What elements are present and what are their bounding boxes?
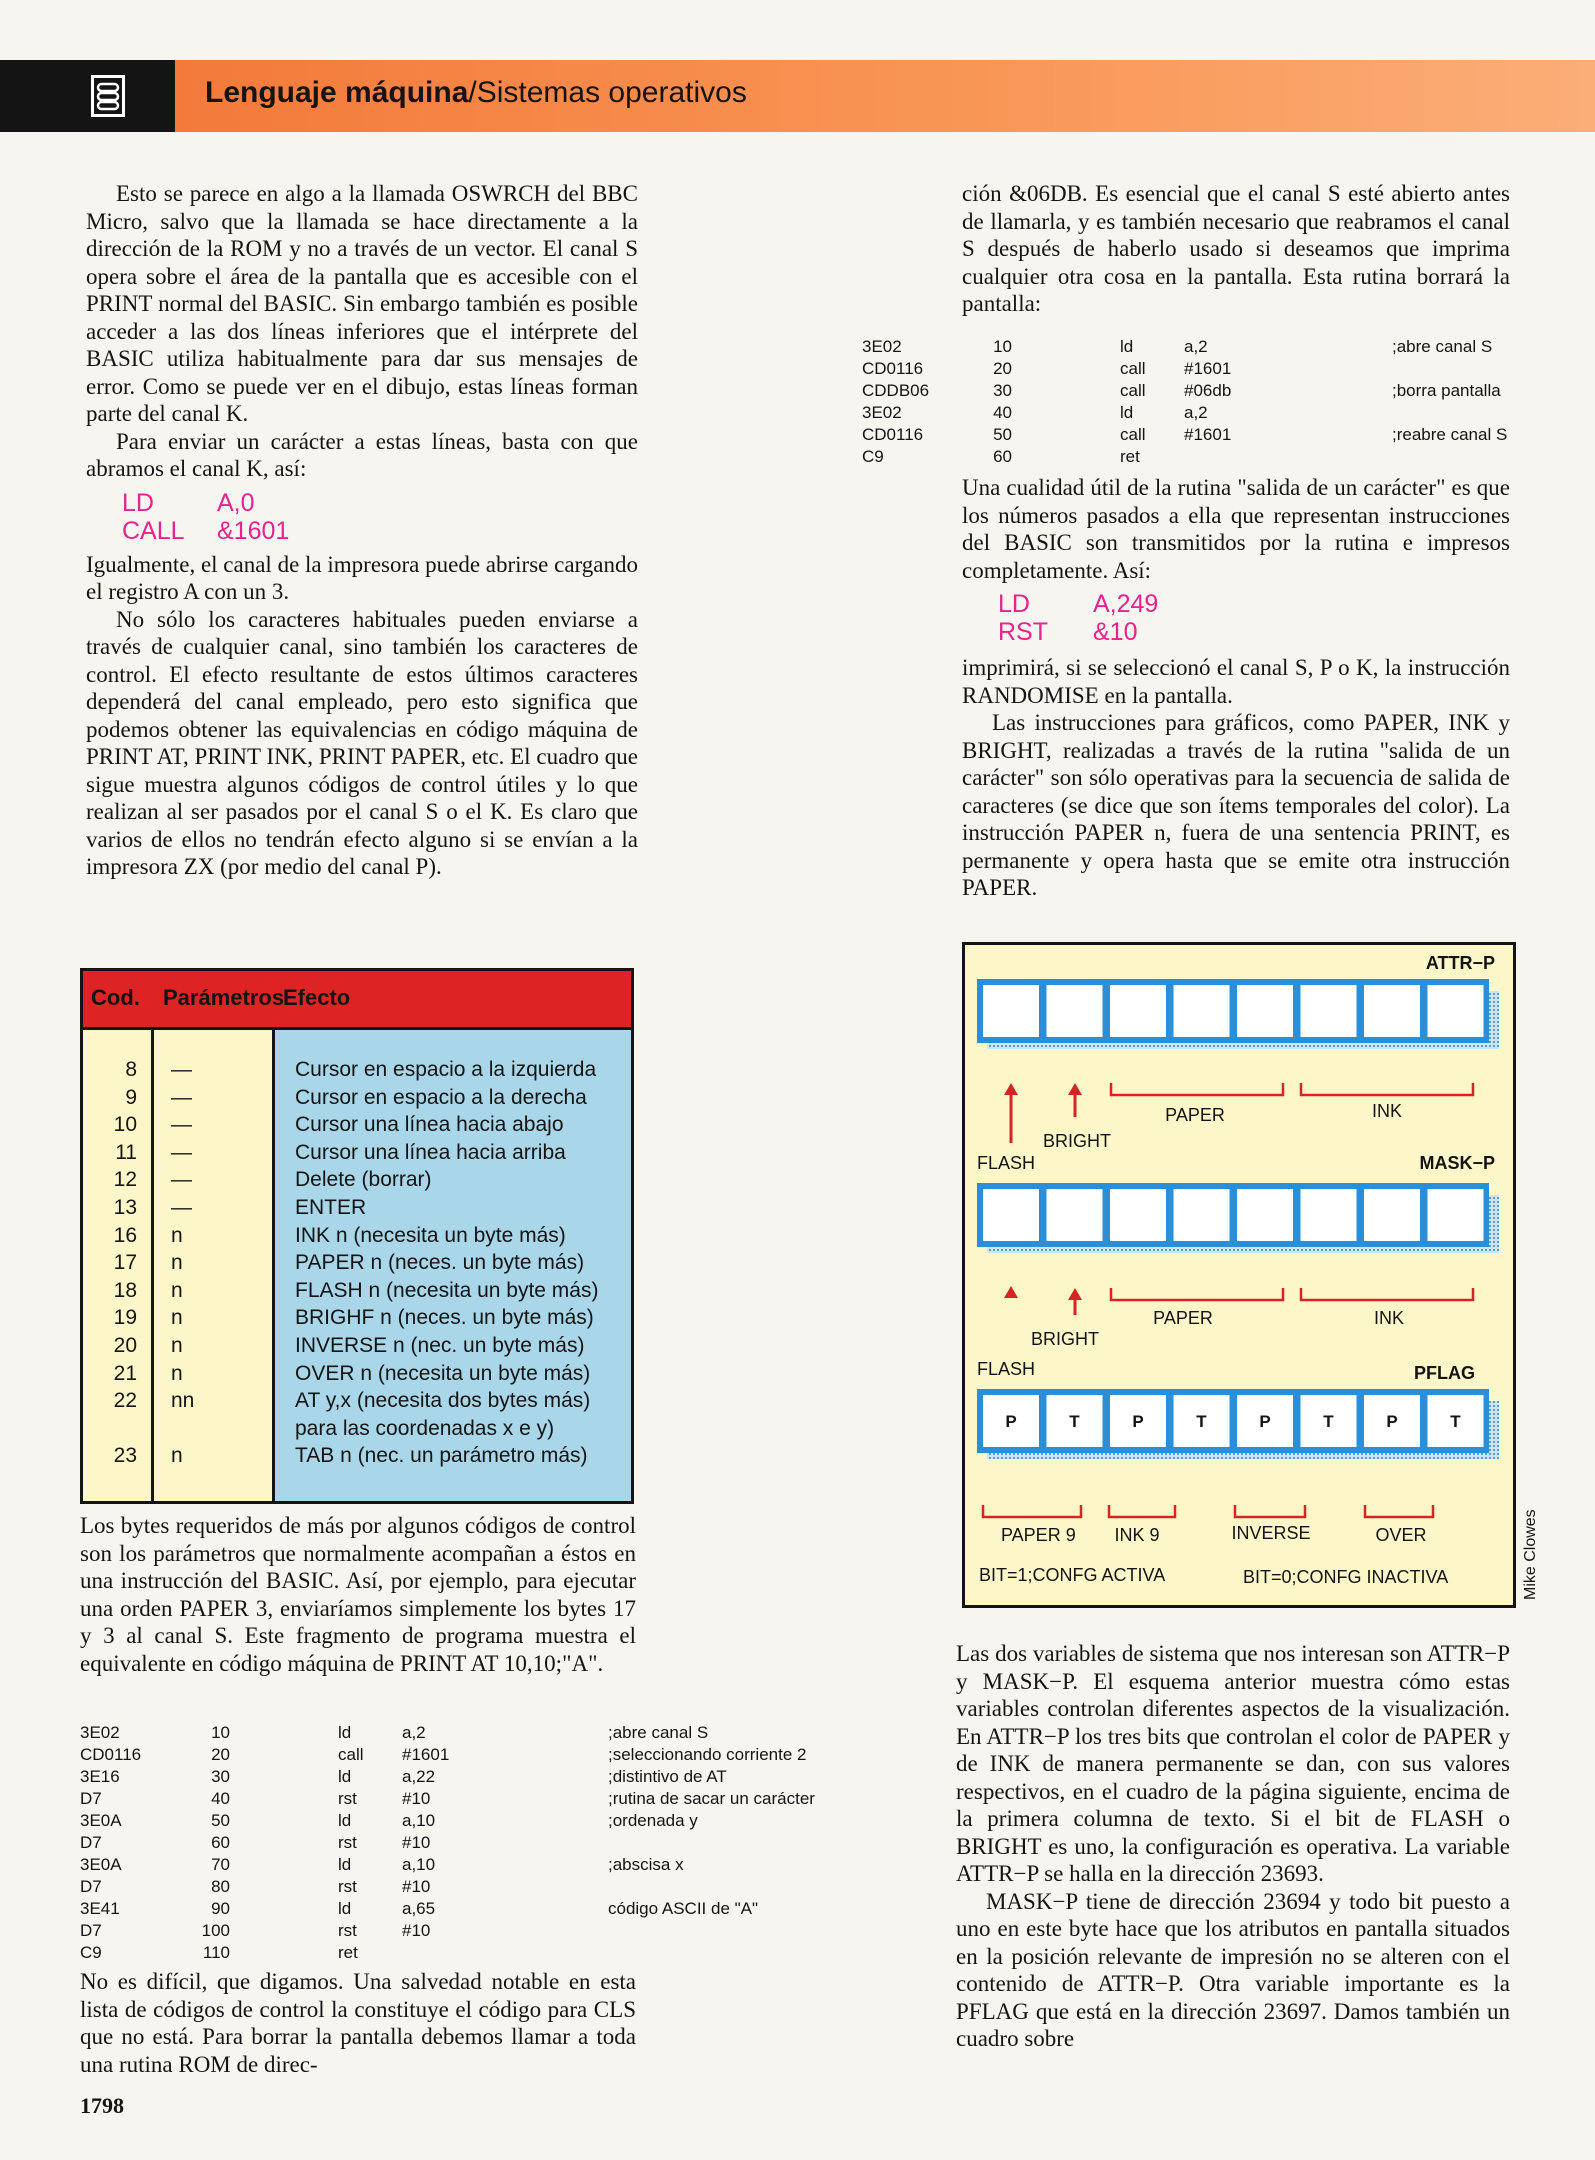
listing-operand: #10 bbox=[402, 1921, 431, 1940]
listing-row bbox=[80, 1942, 680, 1964]
listing-hex: 3E0A bbox=[80, 1811, 122, 1830]
ink-label-1: INK bbox=[1371, 1101, 1403, 1121]
disk-icon bbox=[90, 74, 126, 118]
row-code: 19 bbox=[113, 1306, 137, 1330]
listing-row bbox=[80, 1766, 727, 1788]
listing-comment: ;abre canal S bbox=[1392, 337, 1493, 356]
table-row bbox=[83, 1415, 631, 1443]
bit-cell bbox=[1364, 985, 1420, 1037]
row-param: n bbox=[171, 1333, 183, 1357]
listing-row bbox=[862, 358, 1512, 380]
row-effect: Delete (borrar) bbox=[295, 1168, 432, 1192]
listing-line-number: 40 bbox=[993, 403, 1012, 422]
left-paragraph-1: Esto se parece en algo a la llamada OSWRCH del BBC Micro, salvo que la llamada se hace directamente a la dirección de la ROM y no a través de un vector. El canal S opera sobre el área de la pantalla que es accesible con el PRINT normal del BASIC. Sin embargo también es posible acceder a las dos líneas inferiores que el intérprete del BASIC utiliza habitualmente para dar sus mensajes de error. Como se puede ver en el dibujo, estas líneas forman parte del canal K. bbox=[86, 181, 638, 426]
row-effect: BRIGHF n (neces. un byte más) bbox=[295, 1306, 594, 1330]
header-cod: Cod. bbox=[91, 985, 140, 1010]
listing-line-number: 60 bbox=[993, 447, 1012, 466]
row-param: n bbox=[171, 1361, 183, 1385]
row-effect: PAPER n (neces. un byte más) bbox=[295, 1251, 585, 1275]
bit-label: P bbox=[1132, 1412, 1144, 1431]
left-column-top bbox=[86, 180, 638, 881]
listing-hex: 3E02 bbox=[80, 1723, 120, 1742]
listing-row bbox=[80, 1722, 709, 1744]
row-effect: TAB n (nec. un parámetro más) bbox=[295, 1444, 588, 1468]
bright-arrow-1-head bbox=[1068, 1083, 1082, 1095]
row-code: 23 bbox=[113, 1444, 137, 1468]
listing-row bbox=[80, 1810, 698, 1832]
pflag-title: PFLAG bbox=[1414, 1363, 1475, 1383]
listing-opcode: rst bbox=[338, 1833, 357, 1852]
row-effect: Cursor en espacio a la izquierda bbox=[295, 1058, 597, 1081]
bit-cell bbox=[1364, 1189, 1420, 1241]
listing-hex: 3E0A bbox=[80, 1855, 122, 1874]
listing-line-number: 30 bbox=[211, 1767, 230, 1786]
control-codes-table bbox=[80, 968, 634, 1504]
code-arg: &10 bbox=[1093, 618, 1138, 646]
paper-bracket-2 bbox=[1111, 1288, 1283, 1300]
left-paragraph-6: No es difícil, que digamos. Una salvedad notable en esta lista de códigos de control la constituye el código para CLS que no está. Para borrar la pantalla debemos llamar a toda una rutina ROM de direc- bbox=[80, 1969, 636, 2077]
paper9-bracket bbox=[983, 1505, 1081, 1517]
illustrator-credit: Mike Clowes bbox=[1522, 1509, 1539, 1600]
listing-operand: #10 bbox=[402, 1833, 431, 1852]
row-effect: Cursor una línea hacia abajo bbox=[295, 1113, 564, 1137]
code-listing-1 bbox=[80, 1722, 815, 1964]
attr-p-title: ATTR−P bbox=[1425, 953, 1495, 973]
bit-cell bbox=[1174, 985, 1230, 1037]
header-title-rest: /Sistemas operativos bbox=[468, 76, 747, 109]
row-param: n bbox=[171, 1444, 183, 1468]
listing-operand: #1601 bbox=[402, 1745, 450, 1764]
bit-label: T bbox=[1069, 1412, 1080, 1431]
bit-cell bbox=[1047, 1189, 1103, 1241]
row-param: — bbox=[171, 1195, 192, 1219]
listing-hex: CD0116 bbox=[862, 359, 924, 378]
row-code: 17 bbox=[113, 1251, 137, 1275]
row-param: — bbox=[171, 1085, 192, 1109]
listing-row bbox=[80, 1744, 807, 1766]
flash-arrow-1-head bbox=[1004, 1083, 1018, 1095]
header-title-bold: Lenguaje máquina bbox=[205, 76, 469, 109]
header-parametros: Parámetros bbox=[163, 985, 285, 1010]
row-param: n bbox=[171, 1223, 183, 1247]
paper9-label: PAPER 9 bbox=[1001, 1525, 1076, 1545]
listing-row bbox=[80, 1854, 684, 1876]
table-row bbox=[83, 1056, 631, 1084]
listing-row bbox=[80, 1832, 680, 1854]
row-param: — bbox=[171, 1113, 192, 1137]
row-effect: ENTER bbox=[295, 1195, 367, 1219]
row-effect: INK n (necesita un byte más) bbox=[295, 1223, 566, 1247]
listing-line-number: 10 bbox=[993, 337, 1012, 356]
listing-operand: a,65 bbox=[402, 1899, 436, 1918]
left-column-end bbox=[80, 1968, 636, 2078]
code-snippet-2 bbox=[998, 590, 1510, 646]
table-row bbox=[83, 1249, 631, 1277]
code-op: RST bbox=[998, 618, 1048, 646]
row-effect: OVER n (necesita un byte más) bbox=[295, 1361, 591, 1385]
over-label: OVER bbox=[1375, 1525, 1427, 1545]
bit-label: P bbox=[1005, 1412, 1017, 1431]
code-arg: A,249 bbox=[1093, 590, 1159, 618]
code-snippet-1 bbox=[122, 489, 638, 545]
table-row bbox=[83, 1332, 631, 1360]
listing-row bbox=[862, 380, 1512, 402]
row-code: 9 bbox=[125, 1085, 137, 1109]
listing-opcode: ld bbox=[338, 1811, 352, 1830]
listing-operand: #1601 bbox=[1184, 425, 1232, 444]
row-code: 12 bbox=[113, 1168, 137, 1192]
header-efecto: Efecto bbox=[283, 985, 351, 1010]
row-effect: Cursor una línea hacia arriba bbox=[295, 1140, 566, 1164]
row-code: 13 bbox=[113, 1195, 137, 1219]
table-row bbox=[83, 1166, 631, 1194]
page-number: 1798 bbox=[80, 2093, 124, 2118]
bright-label-2: BRIGHT bbox=[1031, 1329, 1100, 1349]
left-column-bottom bbox=[80, 1512, 636, 1677]
listing-line-number: 70 bbox=[211, 1855, 230, 1874]
listing-opcode: ld bbox=[1120, 403, 1134, 422]
row-param: nn bbox=[171, 1389, 195, 1413]
listing-comment: código ASCII de "A" bbox=[608, 1899, 759, 1918]
listing-operand: a,2 bbox=[1184, 337, 1208, 356]
table-row bbox=[83, 1304, 631, 1332]
listing-hex: D7 bbox=[80, 1833, 102, 1852]
page-header bbox=[0, 60, 1595, 132]
listing-hex: D7 bbox=[80, 1789, 102, 1808]
listing-row bbox=[862, 402, 1512, 424]
ink9-bracket bbox=[1109, 1505, 1175, 1517]
bit-label: P bbox=[1259, 1412, 1271, 1431]
right-column-middle bbox=[962, 474, 1510, 902]
paper-label-2: PAPER bbox=[1153, 1308, 1213, 1328]
bit-cell bbox=[1047, 985, 1103, 1037]
left-paragraph-2: Para enviar un carácter a estas líneas, basta con que abramos el canal K, así: bbox=[86, 428, 638, 481]
listing-hex: 3E41 bbox=[80, 1899, 120, 1918]
listing-opcode: call bbox=[1120, 425, 1146, 444]
left-paragraph-3: Igualmente, el canal de la impresora puede abrirse cargando el registro A con un 3. bbox=[86, 551, 638, 604]
right-column-bottom bbox=[956, 1640, 1510, 2053]
right-paragraph-1: ción &06DB. Es esencial que el canal S esté abierto antes de llamarla, y es también necesario que reabramos el canal S después de haberlo usado si deseamos que imprima cualquier otra cosa en la pantalla. Esta rutina borrará la pantalla: bbox=[962, 181, 1510, 316]
listing-hex: C9 bbox=[862, 447, 884, 466]
listing-hex: D7 bbox=[80, 1877, 102, 1896]
listing-opcode: call bbox=[338, 1745, 364, 1764]
row-code: 8 bbox=[125, 1058, 137, 1081]
row-code: 21 bbox=[113, 1361, 137, 1385]
bit-cell bbox=[1428, 1189, 1484, 1241]
row-effect: Cursor en espacio a la derecha bbox=[295, 1085, 587, 1109]
row-effect: FLASH n (necesita un byte más) bbox=[295, 1278, 599, 1302]
listing-row bbox=[80, 1788, 815, 1810]
right-paragraph-3: imprimirá, si se seleccionó el canal S, P o K, la instrucción RANDOMISE en la pantalla. bbox=[962, 655, 1510, 708]
bright-label-1: BRIGHT bbox=[1043, 1131, 1112, 1151]
row-param: — bbox=[171, 1140, 192, 1164]
listing-line-number: 100 bbox=[201, 1921, 230, 1940]
listing-line-number: 20 bbox=[211, 1745, 230, 1764]
right-paragraph-6: MASK−P tiene de dirección 23694 y todo bit puesto a uno en este byte hace que los atributos en pantalla situados en la posición relevante de impresión no se alteren con el contenido de ATTR−P. Otra variable importante es la PFLAG que está en la dirección 23697. Damos también un cuadro sobre bbox=[956, 1888, 1510, 2051]
ink-label-2: INK bbox=[1373, 1308, 1405, 1328]
table-row bbox=[83, 1084, 631, 1112]
bit-label: T bbox=[1196, 1412, 1207, 1431]
listing-row bbox=[80, 1876, 680, 1898]
flash-label-1: FLASH bbox=[977, 1153, 1036, 1173]
listing-line-number: 50 bbox=[993, 425, 1012, 444]
listing-hex: CDDB06 bbox=[862, 381, 930, 400]
listing-comment: ;ordenada y bbox=[608, 1811, 698, 1830]
listing-hex: 3E02 bbox=[862, 403, 902, 422]
over-bracket bbox=[1365, 1505, 1433, 1517]
bit-label: T bbox=[1323, 1412, 1334, 1431]
header-black-block bbox=[0, 60, 175, 132]
listing-row bbox=[862, 336, 1512, 358]
right-paragraph-2: Una cualidad útil de la rutina "salida de un carácter" es que los números pasados a ella que representan instrucciones del BASIC son transmitidos por la rutina e impresos completamente. Así: bbox=[962, 475, 1510, 583]
header-title bbox=[205, 76, 747, 110]
bit-cell bbox=[1301, 1189, 1357, 1241]
listing-opcode: rst bbox=[338, 1789, 357, 1808]
listing-opcode: call bbox=[1120, 359, 1146, 378]
listing-row bbox=[862, 424, 1512, 446]
bit-cell bbox=[1237, 1189, 1293, 1241]
listing-operand: a,2 bbox=[1184, 403, 1208, 422]
inverse-label: INVERSE bbox=[1231, 1523, 1311, 1543]
listing-comment: ;abre canal S bbox=[608, 1723, 709, 1742]
listing-comment: ;abscisa x bbox=[608, 1855, 684, 1874]
listing-operand: a,10 bbox=[402, 1855, 436, 1874]
bright-arrow-2-head bbox=[1068, 1288, 1082, 1300]
right-column-top bbox=[962, 180, 1510, 318]
code-op: LD bbox=[998, 590, 1030, 618]
table-row bbox=[83, 1222, 631, 1250]
flash-label-2: FLASH bbox=[977, 1359, 1036, 1379]
paper-label-1: PAPER bbox=[1165, 1105, 1225, 1125]
listing-comment: ;borra pantalla bbox=[1392, 381, 1501, 400]
row-effect: AT y,x (necesita dos bytes más) bbox=[295, 1389, 591, 1413]
left-paragraph-4: No sólo los caracteres habituales pueden enviarse a través de cualquier canal, sino también los caracteres de control. El efecto resultante de estos últimos caracteres dependerá del canal empleado, pero esto significa que podemos obtener las equivalencias en código máquina de PRINT AT, PRINT INK, PRINT PAPER, etc. El cuadro que sigue muestra algunos códigos de control útiles y lo que realizan al ser pasados por el canal S o el K. Es claro que varios de ellos no tendrán efecto alguno si se envían a la impresora ZX (por medio del canal P). bbox=[86, 606, 638, 879]
bit-cell bbox=[1110, 985, 1166, 1037]
row-param: — bbox=[171, 1058, 192, 1081]
listing-hex: C9 bbox=[80, 1943, 102, 1962]
right-paragraph-4: Las instrucciones para gráficos, como PAPER, INK y BRIGHT, realizadas a través de la rutina "salida de un carácter" son sólo operativas para la secuencia de salida de caracteres (se dice que son ítems temporales del color). La instrucción PAPER n, fuera de una sentencia PRINT, es permanente y opera hasta que se emite otra instrucción PAPER. bbox=[962, 710, 1510, 900]
listing-opcode: ld bbox=[338, 1767, 352, 1786]
code-arg: A,0 bbox=[217, 488, 255, 517]
listing-opcode: ld bbox=[338, 1899, 352, 1918]
left-paragraph-5: Los bytes requeridos de más por algunos códigos de control son los parámetros que normalmente acompañan a éstos en una instrucción del BASIC. Así, por ejemplo, para ejecutar una orden PAPER 3, enviaríamos simplemente los bytes 17 y 3 al canal S. Este fragmento de programa muestra el equivalente en código máquina de PRINT AT 10,10;"A". bbox=[80, 1513, 636, 1676]
row-code: 10 bbox=[113, 1113, 137, 1137]
right-paragraph-5: Las dos variables de sistema que nos interesan son ATTR−P y MASK−P. El esquema anterior muestra cómo estas variables controlan diferentes aspectos de la visualización. En ATTR−P los tres bits que controlan el color de PAPER y de INK de manera permanente se dan, con sus valores respectivos, en el cuadro de la página siguiente, encima de la primera columna de texto. Si el bit de FLASH o BRIGHT es uno, la configuración es operativa. La variable ATTR−P se halla en la dirección 23693. bbox=[956, 1641, 1510, 1886]
row-code: 11 bbox=[115, 1140, 137, 1164]
inverse-bracket bbox=[1235, 1505, 1305, 1517]
listing-operand: a,22 bbox=[402, 1767, 436, 1786]
system-variables-diagram bbox=[962, 942, 1516, 1608]
bit-cell bbox=[1174, 1189, 1230, 1241]
row-param: n bbox=[171, 1278, 183, 1302]
code-op: CALL bbox=[122, 516, 185, 545]
listing-operand: #1601 bbox=[1184, 359, 1232, 378]
bit-label: P bbox=[1386, 1412, 1398, 1431]
row-param: n bbox=[171, 1306, 183, 1330]
row-code: 20 bbox=[113, 1333, 137, 1357]
bit-cell bbox=[1301, 985, 1357, 1037]
row-param: — bbox=[171, 1168, 192, 1192]
diagram-svg bbox=[965, 945, 1513, 1605]
flash-arrow-2-head bbox=[1004, 1286, 1018, 1298]
listing-hex: D7 bbox=[80, 1921, 102, 1940]
table-row bbox=[83, 1277, 631, 1305]
row-effect: INVERSE n (nec. un byte más) bbox=[295, 1333, 585, 1357]
listing-operand: a,2 bbox=[402, 1723, 426, 1742]
listing-opcode: ld bbox=[338, 1723, 352, 1742]
listing-line-number: 110 bbox=[202, 1943, 230, 1962]
code-arg: &1601 bbox=[217, 516, 290, 545]
bit-cell bbox=[1237, 985, 1293, 1037]
listing-row bbox=[80, 1898, 759, 1920]
listing-row bbox=[862, 446, 1512, 468]
listing-operand: #10 bbox=[402, 1877, 431, 1896]
listing-comment: ;reabre canal S bbox=[1392, 425, 1508, 444]
bit-cell bbox=[983, 985, 1039, 1037]
mask-p-title: MASK−P bbox=[1419, 1153, 1495, 1173]
table-row bbox=[83, 1194, 631, 1222]
code-op: LD bbox=[122, 488, 154, 517]
table-header bbox=[83, 971, 631, 1030]
row-code: 18 bbox=[113, 1278, 137, 1302]
bit-cell bbox=[983, 1189, 1039, 1241]
ink9-label: INK 9 bbox=[1114, 1525, 1160, 1545]
ink-bracket-1 bbox=[1301, 1083, 1473, 1095]
listing-operand: #06db bbox=[1184, 381, 1232, 400]
listing-line-number: 30 bbox=[993, 381, 1012, 400]
row-code: 16 bbox=[113, 1223, 137, 1247]
row-param: n bbox=[171, 1251, 183, 1275]
listing-comment: ;seleccionando corriente 2 bbox=[608, 1745, 807, 1764]
bit-label: T bbox=[1450, 1412, 1461, 1431]
table-body bbox=[83, 1056, 631, 1470]
listing-hex: CD0116 bbox=[862, 425, 924, 444]
paper-bracket-1 bbox=[1111, 1083, 1283, 1095]
ink-bracket-2 bbox=[1301, 1288, 1473, 1300]
bit-cell bbox=[1428, 985, 1484, 1037]
listing-opcode: call bbox=[1120, 381, 1146, 400]
listing-row bbox=[80, 1920, 680, 1942]
listing-line-number: 50 bbox=[211, 1811, 230, 1830]
row-effect: para las coordenadas x e y) bbox=[295, 1416, 555, 1440]
table-row bbox=[83, 1360, 631, 1388]
listing-opcode: rst bbox=[338, 1921, 357, 1940]
listing-opcode: ret bbox=[338, 1943, 358, 1962]
listing-comment: ;rutina de sacar un carácter bbox=[608, 1789, 815, 1808]
listing-line-number: 90 bbox=[211, 1899, 230, 1918]
code-listing-2 bbox=[862, 336, 1512, 468]
bit0-legend: BIT=0;CONFG INACTIVA bbox=[1243, 1567, 1449, 1587]
listing-comment: ;distintivo de AT bbox=[608, 1767, 727, 1786]
listing-line-number: 10 bbox=[211, 1723, 230, 1742]
listing-line-number: 40 bbox=[211, 1789, 230, 1808]
table-row bbox=[83, 1442, 631, 1470]
row-code: 22 bbox=[113, 1389, 137, 1413]
listing-operand: a,10 bbox=[402, 1811, 436, 1830]
table-row bbox=[83, 1111, 631, 1139]
listing-opcode: ret bbox=[1120, 447, 1140, 466]
listing-operand: #10 bbox=[402, 1789, 431, 1808]
bit1-legend: BIT=1;CONFG ACTIVA bbox=[979, 1565, 1166, 1585]
table-row bbox=[83, 1139, 631, 1167]
listing-opcode: rst bbox=[338, 1877, 357, 1896]
listing-opcode: ld bbox=[338, 1855, 352, 1874]
listing-opcode: ld bbox=[1120, 337, 1134, 356]
listing-hex: 3E02 bbox=[862, 337, 902, 356]
bit-cell bbox=[1110, 1189, 1166, 1241]
listing-hex: 3E16 bbox=[80, 1767, 120, 1786]
listing-line-number: 60 bbox=[211, 1833, 230, 1852]
table-row bbox=[83, 1387, 631, 1415]
listing-hex: CD0116 bbox=[80, 1745, 142, 1764]
listing-line-number: 80 bbox=[211, 1877, 230, 1896]
listing-line-number: 20 bbox=[993, 359, 1012, 378]
